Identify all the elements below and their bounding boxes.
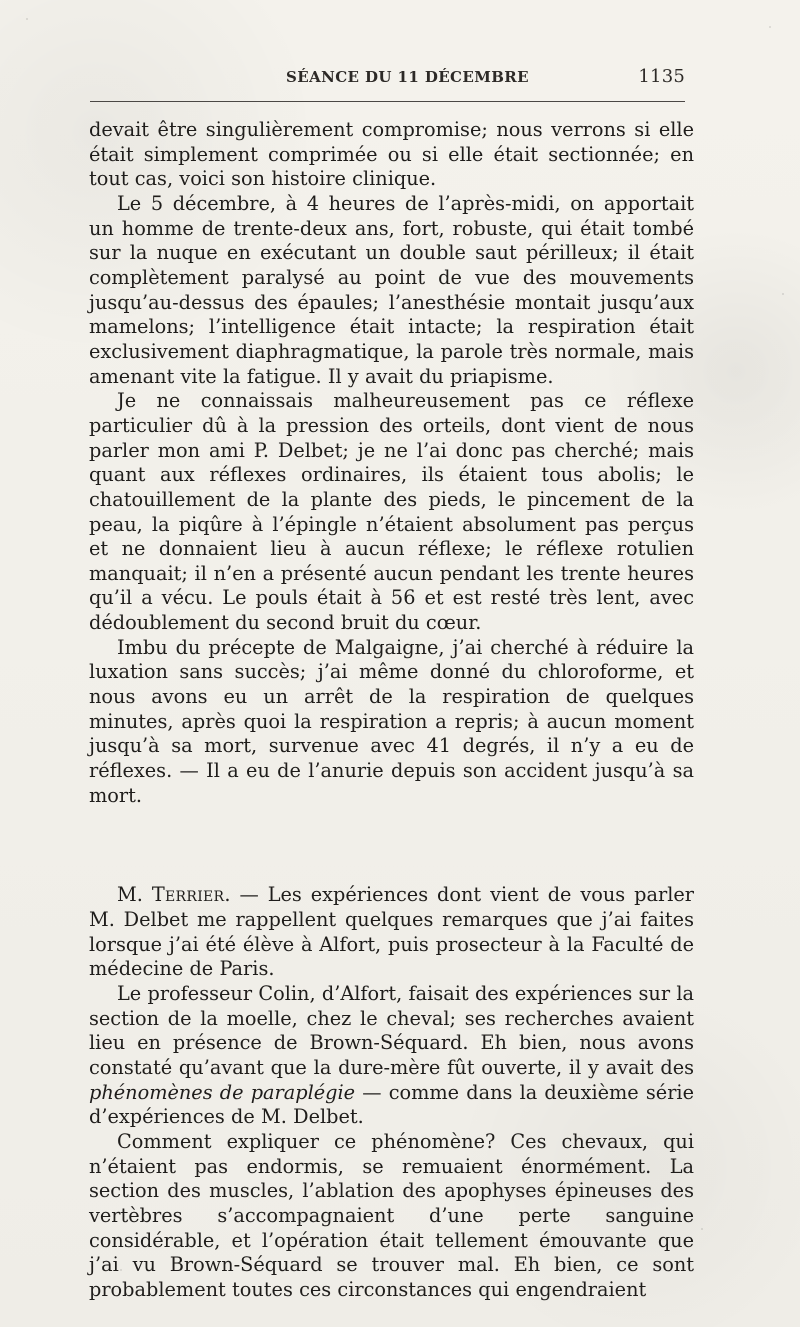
- speaker-statement: . — Les expériences dont vient de vous parler M. Delbet me rappellent quelques remarques que j’ai faites lorsque j’ai été élève à Alfort, puis prosecteur à la Faculté de médecine de Paris.: [89, 883, 695, 981]
- main-text: [89, 118, 694, 1303]
- header-rule: [90, 101, 685, 102]
- experiment-text-before-italic: Le professeur Colin, d’Alfort, faisait des expériences sur la section de la moelle, chez le cheval; ses recherches avaient lieu en présence de Brown-Séquard. Eh bien, nous avons constaté qu’avant que la dure-mère fût ouverte, il y avait des: [89, 982, 694, 1079]
- speaker-prefix: M.: [117, 883, 152, 907]
- speaker-name: Terrier: [151, 883, 225, 907]
- paragraph-treatment: Imbu du précepte de Malgaigne, j’ai cherché à réduire la luxation sans succès; j’ai même donné du chloroforme, et nous avons eu un arrêt de la respiration de quelques minutes, après quoi la respiration a repris; à aucun moment jusqu’à sa mort, survenue avec 41 degrés, il n’y a eu de réflexes. — Il a eu de l’anurie depuis son accident jusqu’à sa mort.: [89, 635, 694, 807]
- paragraph-case-history: Le 5 décembre, à 4 heures de l’après-midi, on apportait un homme de trente-deux ans, fort, robuste, qui était tombé sur la nuque en exécutant un double saut périlleux; il était complètement paralysé au point de vue des mouvements jusqu’au-dessus des épaules; l’anesthésie montait jusqu’aux mamelons; l’intelligence était intacte; la respiration était exclusivement diaphragmatique, la parole très normale, mais amenant vite la fatigue. Il y avait du priapisme.: [89, 191, 694, 388]
- paragraph-reflexes: Je ne connaissais malheureusement pas ce réflexe particulier dû à la pression des orteils, dont vient de nous parler mon ami P. Delbet; je ne l’ai donc pas cherché; mais quant aux réflexes ordinaires, ils étaient tous abolis; le chatouillement de la plante des pieds, le pincement de la peau, la piqûre à l’épingle n’étaient absolument pas perçus et ne donnaient lieu à aucun réflexe; le réflexe rotulien manquait; il n’en a présenté aucun pendant les trente heures qu’il a vécu. Le pouls était à 56 et est resté très lent, avec dédoublement du second bruit du cœur.: [89, 389, 694, 635]
- italic-phrase: phénomènes de paraplégie: [89, 1080, 356, 1104]
- speck: [769, 26, 771, 28]
- speck: [701, 1228, 703, 1230]
- terrier-remarks: [89, 883, 694, 1302]
- experiment-text-after-italic: — comme dans la deuxième série d’expériences de M. Delbet.: [89, 1080, 694, 1129]
- running-title: SÉANCE DU 11 DÉCEMBRE: [286, 68, 530, 86]
- page-number: 1135: [638, 66, 685, 87]
- paragraph-continuation: devait être singulièrement compromise; nous verrons si elle était simplement comprimée ou si elle était sectionnée; en tout cas, voici son histoire clinique.: [89, 118, 694, 191]
- speck: [26, 18, 28, 20]
- paragraph-explanation: Comment expliquer ce phénomène? Ces chevaux, qui n’étaient pas endormis, se remuaient énormément. La section des muscles, l’ablation des apophyses épineuses des vertèbres s’accompagnaient d’une perte sanguine considérable, et l’opération était tellement émouvante que j’ai vu Brown-Séquard se trouver mal. Eh bien, ce sont probablement toutes ces circonstances qui engendraient: [89, 1129, 694, 1301]
- paragraph-colin-experiments: [89, 982, 694, 1130]
- page-header: [90, 67, 685, 89]
- speck: [782, 293, 784, 295]
- paragraph-terrier-intro: [89, 883, 694, 982]
